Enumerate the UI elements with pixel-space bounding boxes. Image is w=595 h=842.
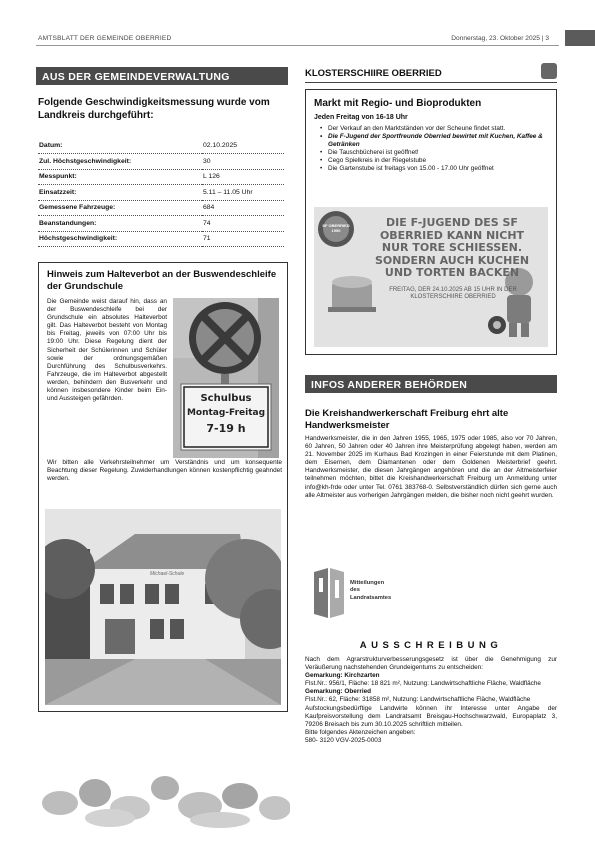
table-row: Datum: 02.10.2025 (38, 138, 284, 154)
table-row: Einsatzzeit: 5.11 – 11.05 Uhr (38, 185, 284, 201)
shield-icon (541, 63, 557, 79)
badge-text: SF OBERRIED 1950 (322, 223, 350, 233)
list-item: • Die Tauschbücherei ist geöffnet! (320, 149, 552, 157)
building-sign: Michael-Schule (150, 571, 185, 577)
page-header (36, 32, 559, 46)
notice-box (38, 262, 288, 712)
section-andere-behoerden: INFOS ANDERER BEHÖRDEN (305, 375, 557, 393)
section-gemeindeverwaltung: AUS DER GEMEINDEVERWALTUNG (36, 67, 288, 85)
market-box (305, 89, 557, 355)
autumn-leaves-decoration (40, 758, 290, 828)
list-item: • Cego Spielkreis in der Riegelstube (320, 157, 552, 165)
kh-title: Die Kreishandwerkerschaft Freiburg ehrt alte Handwerksmeister (305, 408, 509, 431)
table-row: Beanstandungen: 74 (38, 216, 284, 232)
notice-text: Die Gemeinde weist darauf hin, dass an der Buswendeschleife bei der Grundschule ein absolutes Halteverbot gilt. Das Halteverbot besteht von Montag bis Freitag, jeweils von 07:00 Uhr bis 19:00 Uhr. Diese Regelung dient der Sicherheit der Schülerinnen und Schüler sowie der ordnungsgemäßen Durchführung des Schulbusverkehrs. Fahrzeuge, die im Halteverbot abgestellt werden, behindern den Busverkehr und können insbesondere Kinder beim Ein- und Aussteigen gefährden. (47, 298, 167, 403)
list-item: • Der Verkauf an den Marktständen vor der Scheune findet statt. (320, 125, 552, 133)
table-row: Gemessene Fahrzeuge: 684 (38, 200, 284, 216)
header-publication: AMTSBLATT DER GEMEINDE OBERRIED (38, 35, 172, 42)
logo-line-1: Mitteilungen (350, 580, 385, 586)
table-row: Höchstgeschwindigkeit: 71 (38, 231, 284, 247)
logo-line-2: des (350, 587, 360, 594)
page-number-box (565, 30, 595, 46)
sign-line-2: Montag-Freitag (186, 408, 266, 418)
list-item: • Die F-Jugend der Sportfreunde Oberried bewirtet mit Kuchen, Kaffee & Getränken (320, 133, 552, 149)
logo-line-3: Landratsamtes (350, 594, 392, 601)
landratsamt-logo (312, 568, 422, 622)
header-date: Donnerstag, 23. Oktober 2025 | 3 (451, 35, 549, 42)
speed-table (38, 138, 284, 247)
no-stopping-sign-photo (173, 298, 279, 458)
ausschreibung-text: Nach dem Agrarstrukturverbesserungsgesetz ist über die Genehmigung zur Veräußerung nachstehenden Grundeigentums zu entscheiden: Gemarkung: Kirchzarten Flst.Nr.: 956/1, Fläche: 18 821 m², Nutzung: Landwirtschaftliche Fläche, Waldfläche Gemarkung: Oberried Flst.Nr.: 62, Fläche: 31858 m², Nutzung: Landwirtschaftliche Fläche, Waldfläche Aufstockungsbedürftige Landwirte können ihr Interesse unter Angabe der Kaufpreisvorstellung dem Landratsamt Breisgau-Hochschwarzwald, Europaplatz 3, 79206 Breisach bis zum 30.10.2025 schriftlich mitteilen. Bitte folgendes Aktenzeichen angeben: 580- 3120 VGV-2025-0003 (305, 656, 557, 744)
sign-line-3: 7-19 h (206, 422, 246, 435)
table-row: Messpunkt: L 126 (38, 169, 284, 185)
market-title: Markt mit Regio- und Bioprodukten (314, 98, 482, 109)
market-list (320, 125, 552, 174)
notice-title: Hinweis zum Halteverbot an der Buswendeschleife der Grundschule (47, 269, 277, 292)
table-row: Zul. Höchstgeschwindigkeit: 30 (38, 154, 284, 170)
market-subtitle: Jeden Freitag von 16-18 Uhr (314, 114, 408, 121)
kh-text: Handwerksmeister, die in den Jahren 1955, 1965, 1975 oder 1985, also vor 70 Jahren, 60 Jahren, 50 Jahren oder 40 Jahren ihre Meisterprüfung abgelegt haben, werden am 21. November 2025 im Kurhaus Bad Krozingen in einer Feierstunde mit dem Platinen, dem Eisernen, dem Diamantenen oder dem Goldenen Meisterbrief geehrt. Handwerksmeister, die diesen Jahrgängen angehören und die an der Altmeisterfeier teilnehmen möchten, bittet die Kreishandwerkerschaft Freiburg um Anmeldung unter info@kh-frde oder unter Tel. 0761 383768-0. Selbstverständlich dürfen sich gerne auch alle Altmeister aus vorherigen Jahrgängen melden, die bisher noch nicht geehrt wurden. (305, 435, 557, 499)
section-klosterschiire: KLOSTERSCHIIRE OBERRIED (305, 67, 557, 83)
notice-text-2: Wir bitten alle Verkehrsteilnehmer um Verständnis und um konsequente Beachtung dieser Regelung. Zuwiderhandlungen können kostenpflichtig geahndet werden. (47, 459, 282, 483)
speed-title: Folgende Geschwindigkeitsmessung wurde vom Landkreis durchgeführt: (38, 97, 270, 121)
sign-line-1: Schulbus (200, 393, 252, 404)
f-jugend-poster (314, 207, 548, 347)
list-item: • Die Gartenstube ist freitags von 15.00 - 17.00 Uhr geöffnet (320, 165, 552, 173)
school-building-photo (45, 509, 281, 705)
ausschreibung-title: AUSSCHREIBUNG (359, 640, 503, 651)
poster-headline: DIE F-JUGEND DES SF OBERRIED KANN NICHT NUR TORE SCHIESSEN. SONDERN AUCH KUCHEN UND TORTEN BACKEN (374, 216, 530, 279)
poster-info: FREITAG, DER 24.10.2025 AB 15 UHR IN DER KLOSTERSCHIIRE OBERRIED (389, 287, 517, 300)
